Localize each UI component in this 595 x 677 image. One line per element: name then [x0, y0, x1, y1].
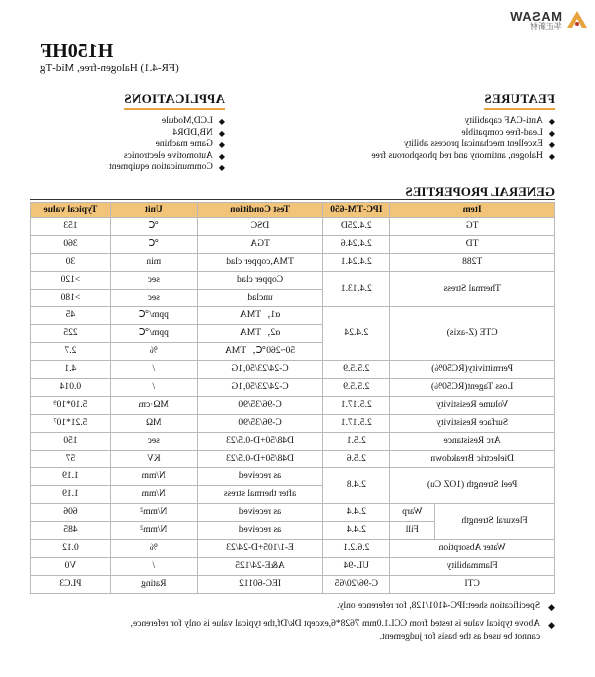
- feature-item: [335, 116, 555, 128]
- typical-cell: 485: [31, 522, 111, 540]
- feature-item: [335, 128, 555, 140]
- ipc-cell: 2.4.13.1: [323, 271, 390, 307]
- application-text: Automotive electronics: [123, 150, 213, 161]
- unit-cell: %: [110, 540, 197, 558]
- product-title: H150HF: [40, 40, 114, 62]
- condition-cell: D48/50+D-0.5/23: [197, 432, 323, 450]
- table-row: [31, 379, 555, 397]
- feature-item: [335, 139, 555, 151]
- condition-cell: C-24/23/50,1G: [197, 361, 323, 379]
- applications-section: [65, 90, 225, 174]
- condition-cell: TGA: [197, 235, 323, 253]
- bullet-icon: ◆: [548, 620, 555, 630]
- unit-cell: /: [110, 379, 197, 397]
- item-cell: Peel Strength (1OZ Cu): [390, 468, 555, 504]
- ipc-cell: 2.4.24.1: [323, 253, 390, 271]
- bullet-icon: ◆: [548, 602, 555, 612]
- ipc-cell: 2.4.4: [323, 522, 390, 540]
- condition-cell: unclad: [197, 289, 323, 307]
- item-cell: TG: [390, 218, 555, 236]
- table-row: [31, 414, 555, 432]
- application-text: NB,DDR4: [172, 127, 213, 138]
- ipc-cell: 2.6.2.1: [323, 540, 390, 558]
- table-row: [31, 540, 555, 558]
- logo-icon: [565, 8, 589, 32]
- typical-cell: 4.1: [31, 361, 111, 379]
- typical-cell: 5.10*10⁹: [31, 396, 111, 414]
- condition-cell: as received: [197, 504, 323, 522]
- application-item: [65, 162, 225, 174]
- table-header-row: [31, 203, 555, 218]
- item-cell: Volume Resistivity: [390, 396, 555, 414]
- typical-cell: 45: [31, 307, 111, 325]
- ipc-cell: 2.4.24: [323, 307, 390, 361]
- condition-cell: C-96/35/90: [197, 396, 323, 414]
- bullet-icon: ◆: [548, 140, 555, 149]
- subitem-cell: Fill: [390, 522, 435, 540]
- applications-heading: APPLICATIONS: [124, 91, 225, 106]
- features-list: [335, 116, 555, 162]
- typical-cell: 2.7: [31, 343, 111, 361]
- condition-cell: Copper clad: [197, 271, 323, 289]
- table-row: [31, 361, 555, 379]
- application-text: Game machine: [155, 139, 213, 149]
- table-row: [31, 575, 555, 593]
- condition-cell: C-24/23/50,1G: [197, 379, 323, 397]
- ipc-cell: 2.5.1: [323, 432, 390, 450]
- application-item: [65, 116, 225, 128]
- bullet-icon: ◆: [548, 128, 555, 138]
- item-cell: Surface Resistivity: [390, 414, 555, 432]
- unit-cell: %: [110, 343, 197, 361]
- condition-cell: DSC: [197, 218, 323, 236]
- unit-cell: MΩ·cm: [110, 396, 197, 414]
- col-header-condition: Test Condition: [197, 203, 323, 218]
- condition-cell: as received: [197, 468, 323, 486]
- typical-cell: 1.19: [31, 486, 111, 504]
- general-properties-heading: GENERAL PROPERTIES: [405, 184, 555, 199]
- bullet-icon: ◆: [218, 140, 225, 149]
- unit-cell: /: [110, 557, 197, 575]
- unit-cell: ℃: [110, 235, 197, 253]
- unit-cell: N/mm²: [110, 504, 197, 522]
- footnote-line: Above typical value is tested from CCL1.0mm 7628*6,except Dk/Df,the typical value is only for reference,: [130, 619, 541, 629]
- features-section: [335, 90, 555, 162]
- item-cell: CTE (Z-axis): [390, 307, 555, 361]
- ipc-cell: 2.4.8: [323, 468, 390, 504]
- ipc-cell: 2.5.6: [323, 450, 390, 468]
- heading-rule: [30, 199, 555, 200]
- feature-text: Anti-CAF capability: [464, 116, 543, 126]
- item-cell: Loss Tagent(RC50%): [390, 379, 555, 397]
- table-row: [31, 253, 555, 271]
- item-cell: Permittivity(RC50%): [390, 361, 555, 379]
- ipc-cell: 2.4.25D: [323, 218, 390, 236]
- typical-cell: 0.12: [31, 540, 111, 558]
- typical-cell: 30: [31, 253, 111, 271]
- ipc-cell: UL-94: [323, 557, 390, 575]
- footnote-item: [30, 618, 555, 644]
- typical-cell: >120: [31, 271, 111, 289]
- unit-cell: N/mm²: [110, 522, 197, 540]
- ipc-cell: 2.5.5.9: [323, 361, 390, 379]
- table-row: [31, 396, 555, 414]
- col-header-typical: Typical value: [31, 203, 111, 218]
- table-row: [31, 468, 555, 486]
- typical-cell: 5.21*10⁷: [31, 414, 111, 432]
- application-item: [65, 128, 225, 140]
- ipc-cell: 2.4.4: [323, 504, 390, 522]
- table-row: [31, 218, 555, 236]
- applications-list: [65, 116, 225, 174]
- product-subtitle: (FR-4.1) Halogen-free, Mid-Tg: [40, 62, 179, 74]
- condition-cell: A&E-24/125: [197, 557, 323, 575]
- condition-cell: IEC-60112: [197, 575, 323, 593]
- col-header-item: Item: [390, 203, 555, 218]
- table-row: [31, 307, 555, 325]
- col-header-unit: Unit: [110, 203, 197, 218]
- item-cell: Flammability: [390, 557, 555, 575]
- bullet-icon: ◆: [218, 117, 225, 126]
- typical-cell: PLC3: [31, 575, 111, 593]
- condition-cell: E-1/105+D-24/23: [197, 540, 323, 558]
- application-text: Communication equipment: [109, 162, 213, 172]
- typical-cell: 606: [31, 504, 111, 522]
- typical-cell: 150: [31, 432, 111, 450]
- col-header-ipc: IPC-TM-650: [323, 203, 390, 218]
- ipc-cell: 2.5.17.1: [323, 414, 390, 432]
- table-row: [31, 235, 555, 253]
- item-cell: Arc Resistance: [390, 432, 555, 450]
- unit-cell: /: [110, 361, 197, 379]
- bullet-icon: ◆: [218, 128, 225, 138]
- unit-cell: MΩ: [110, 414, 197, 432]
- logo-name: MASAW: [509, 8, 562, 24]
- footnote-item: [30, 600, 555, 614]
- unit-cell: N/mm: [110, 468, 197, 486]
- condition-cell: α2，TMA: [197, 325, 323, 343]
- item-cell: Water Absorption: [390, 540, 555, 558]
- company-logo: [510, 8, 589, 32]
- condition-cell: 50~260℃，TMA: [197, 343, 323, 361]
- condition-cell: as received: [197, 522, 323, 540]
- unit-cell: ppm/℃: [110, 325, 197, 343]
- typical-cell: 153: [31, 218, 111, 236]
- ipc-cell: 2.4.24.6: [323, 235, 390, 253]
- application-text: LCD,Module: [161, 116, 213, 126]
- table-row: [31, 557, 555, 575]
- table-row: [31, 432, 555, 450]
- bullet-icon: ◆: [218, 151, 225, 161]
- subitem-cell: Warp: [390, 504, 435, 522]
- feature-item: [335, 151, 555, 163]
- footnote-text: Specification sheet:IPC-4101/128, for reference only.: [337, 601, 541, 611]
- unit-cell: min: [110, 253, 197, 271]
- application-item: [65, 139, 225, 151]
- bullet-icon: ◆: [218, 163, 225, 172]
- condition-cell: after thermal stress: [197, 486, 323, 504]
- table-row: [31, 450, 555, 468]
- unit-cell: sec: [110, 271, 197, 289]
- item-cell: Dielectric Breakdown: [390, 450, 555, 468]
- unit-cell: N/mm: [110, 486, 197, 504]
- feature-text: Halogen, antimony and red phosphorous free: [371, 150, 543, 161]
- properties-table: [30, 202, 555, 594]
- feature-text: Excellent mechanical process ability: [403, 139, 543, 149]
- unit-cell: ℃: [110, 218, 197, 236]
- unit-cell: ppm/℃: [110, 307, 197, 325]
- item-cell: T288: [390, 253, 555, 271]
- footnote-line: cannot be used as the basis for judgement.: [379, 632, 541, 642]
- feature-text: Lead-free compatible: [461, 127, 543, 138]
- item-cell: Thermal Stress: [390, 271, 555, 307]
- ipc-cell: 2.5.17.1: [323, 396, 390, 414]
- application-item: [65, 151, 225, 163]
- footnote-text: [131, 618, 540, 644]
- typical-cell: 0.014: [31, 379, 111, 397]
- logo-subtitle: 华正新材: [530, 21, 562, 31]
- typical-cell: 360: [31, 235, 111, 253]
- typical-cell: 57: [31, 450, 111, 468]
- typical-cell: >180: [31, 289, 111, 307]
- typical-cell: 1.19: [31, 468, 111, 486]
- condition-cell: C-96/35/90: [197, 414, 323, 432]
- item-cell: CTI: [390, 575, 555, 593]
- features-heading: FEATURES: [484, 91, 555, 106]
- item-cell: Flexural Strength: [435, 504, 555, 540]
- item-cell: TD: [390, 235, 555, 253]
- unit-cell: KV: [110, 450, 197, 468]
- table-row: [31, 271, 555, 289]
- bullet-icon: ◆: [548, 117, 555, 126]
- unit-cell: Rating: [110, 575, 197, 593]
- typical-cell: V0: [31, 557, 111, 575]
- condition-cell: D48/50+D-0.5/23: [197, 450, 323, 468]
- typical-cell: 225: [31, 325, 111, 343]
- footnotes: [30, 600, 555, 644]
- unit-cell: sec: [110, 432, 197, 450]
- condition-cell: α1，TMA: [197, 307, 323, 325]
- table-row: [31, 504, 555, 522]
- ipc-cell: 2.5.5.9: [323, 379, 390, 397]
- ipc-cell: C-96/20/65: [323, 575, 390, 593]
- condition-cell: TMA,copper clad: [197, 253, 323, 271]
- bullet-icon: ◆: [548, 151, 555, 161]
- unit-cell: sec: [110, 289, 197, 307]
